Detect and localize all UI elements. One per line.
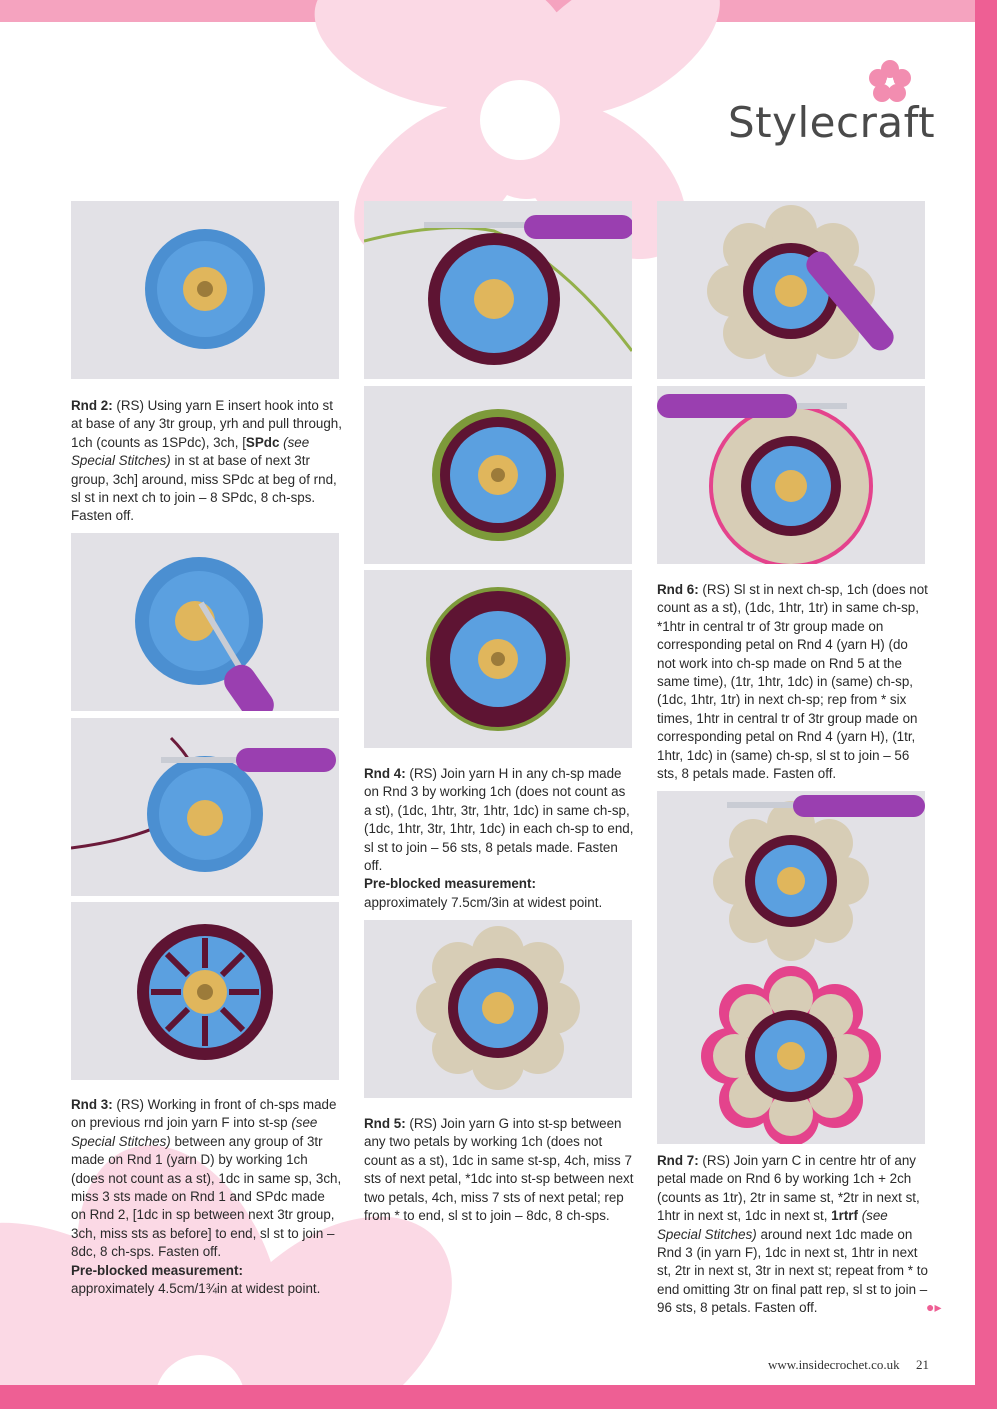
rnd2-part1: (RS) Using yarn E insert hook into st at base of any 3tr group, yrh and pull through, 1ch (counts as 1SPdc), 3ch, [ (71, 398, 342, 450)
rnd6-text (657, 581, 929, 783)
photo-round-3 (71, 902, 339, 1080)
rnd3-part2: rnd join yarn F into st-sp (143, 1115, 288, 1131)
photo-hook-insert (71, 533, 339, 711)
rnd7-text (657, 1152, 929, 1318)
rnd4-text (364, 765, 636, 912)
rnd2-part2: SPdc (245, 434, 280, 450)
bottom-border (0, 1385, 997, 1409)
photo-pink-join (657, 386, 925, 564)
rnd3-label: Rnd 3: (71, 1097, 113, 1112)
continue-arrow-icon: ●▸ (926, 1299, 942, 1315)
brand-logo (728, 58, 936, 158)
rnd4-pre-label: Pre-blocked measurement: (364, 876, 536, 892)
photo-join-burgundy (71, 718, 339, 896)
rnd4-part1: (RS) Join yarn H in any ch-sp made on Rnd 3 by working 1ch (does not count as a st), (1dc, 1htr, 3tr, 1htr, 1dc) in same ch-sp, (1dc, 1htr, 3tr, 1htr, 1dc) in each ch-sp to end, sl st to join – 56 sts, 8 petals made. Fasten off. (364, 766, 634, 874)
rnd2-part3: (see Special Stitches) (71, 434, 310, 469)
rnd3-pre-label: Pre-blocked measurement: (71, 1262, 243, 1278)
rnd2-label: Rnd 2: (71, 398, 113, 413)
right-border (975, 0, 997, 1409)
rnd3-pre-value: approximately 4.5cm/1¾in at widest point. (71, 1281, 321, 1297)
photo-round-6-hook (657, 201, 925, 379)
photo-join-green (364, 201, 632, 379)
rnd3-part4: between any group of 3tr made on Rnd 1 (yarn D) by working 1ch (does not count as a st), 1dc in same sp, 3ch, miss 3 sts made on Rnd 1 and SPdc made on Rnd 2, [1dc in sp between next 3tr group, 3ch, miss sts as before] to end, sl st to join – 8dc, 8 ch-sps. Fasten off. (71, 1133, 342, 1260)
footer-url[interactable]: www.insidecrochet.co.uk (768, 1357, 900, 1372)
rnd5-label: Rnd 5: (364, 1116, 406, 1131)
rnd7-part3: (see Special Stitches) (657, 1208, 888, 1242)
photo-round-1 (71, 201, 339, 379)
rnd6-label: Rnd 6: (657, 582, 699, 597)
photo-round-4 (364, 570, 632, 748)
photo-round-7-complete (657, 966, 925, 1144)
photo-round-7-progress (657, 791, 925, 969)
page-number: 21 (916, 1357, 929, 1372)
rnd7-part4: around next 1dc made on Rnd 3 (in yarn F), 1dc in next st, 1htr in next st, 2tr in next st, 3tr in next st; repeat from * to end omitting 3tr on final patt rep, sl st to join – 96 sts, 8 petals. Fasten off. (657, 1226, 928, 1316)
rnd6-part1: (RS) Sl st in next ch-sp, 1ch (does not count as a st), (1dc, 1htr, 1tr) in same ch-sp, *1htr in central tr of 3tr group made on corresponding petal on Rnd 4 (yarn H) (do not work into ch-sp made on Rnd 5 at the same time), (1tr, 1htr, 1dc) in (same) ch-sp, (1dc, 1htr, 1tr) in next ch-sp; rep from * six times, 1htr in central tr of 3tr group made on corresponding petal on Rnd 4 (yarn H), (1tr, 1htr, 1dc) in (same) ch-sp, sl st to join – 56 sts, 8 petals made. Fasten off. (657, 582, 928, 782)
rnd7-label: Rnd 7: (657, 1153, 699, 1168)
rnd5-text (364, 1115, 636, 1225)
rnd3-part1: (RS) Working in front of ch-sps made on previous (71, 1097, 337, 1131)
rnd4-label: Rnd 4: (364, 766, 406, 781)
rnd7-part1: (RS) Join yarn C in centre htr of any petal made on Rnd 6 by working 1ch + 2ch (counts as 1tr), 2tr in same st, *2tr in next st, 1htr in next st, 1dc in next st, (657, 1153, 920, 1224)
rnd4-pre-value: approximately 7.5cm/3in at widest point. (364, 894, 603, 910)
brand-name: Stylecraft (728, 98, 936, 147)
rnd2-part4: in st at base of next 3tr group, 3ch] around, miss SPdc at beg of rnd, sl st in next ch to join – 8 SPdc, 8 ch-sps. Fasten off. (71, 453, 337, 524)
rnd7-part2: 1rtrf (831, 1208, 858, 1224)
photo-round-5 (364, 920, 632, 1098)
photo-green-round (364, 386, 632, 564)
rnd3-part3: (see Special Stitches) (71, 1115, 318, 1149)
rnd3-text (71, 1096, 343, 1298)
rnd5-part1: (RS) Join yarn G into st-sp between any two petals by working 1ch (does not count as a st), 1dc in same st-sp, 4ch, miss 7 sts of next petal, *1dc into st-sp between next two petals, 4ch, miss 7 sts of next petal; rep from * to end, sl st to join – 8dc, 8 ch-sps. (364, 1116, 634, 1224)
rnd2-text (71, 397, 343, 526)
